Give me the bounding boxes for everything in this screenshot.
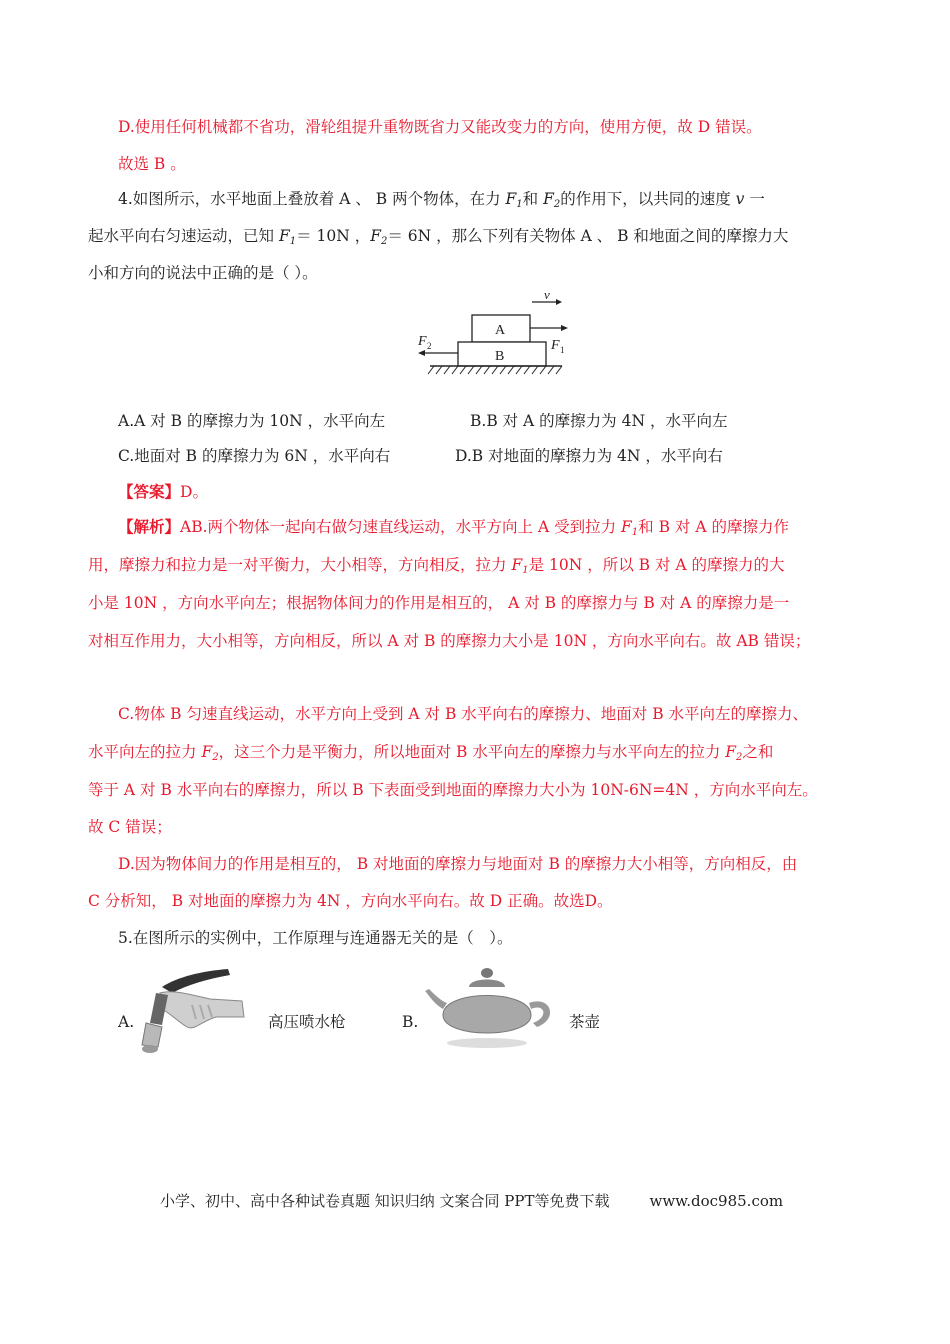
explanation-line-10: C 分析知， B 对地面的摩擦力为 4N ，方向水平向右。故 D 正确。故选D。: [88, 892, 613, 910]
ground-hatching: [428, 366, 562, 374]
conclusion-line: 故选 B 。: [118, 155, 186, 173]
explanation-line: D.使用任何机械都不省功，滑轮组提升重物既省力又能改变力的方向，使用方便，故 D 错误。: [118, 118, 762, 136]
option-c: C.地面对 B 的摩擦力为 6N ，水平向右: [118, 447, 391, 465]
question-4-line-1: 4.如图所示，水平地面上叠放着 A 、 B 两个物体，在力 $F_1$和 $F_2$的作用下，以共同的速度 v 一: [118, 190, 765, 210]
explanation-line-5: C.物体 B 匀速直线运动，水平方向上受到 A 对 B 水平向右的摩擦力、地面对 B 水平向左的摩擦力、: [118, 705, 809, 723]
option-b-letter: B.: [402, 1013, 419, 1031]
footer-url[interactable]: www.doc985.com: [649, 1192, 784, 1210]
option-a-letter: A.: [118, 1013, 135, 1031]
svg-text:v: v: [544, 287, 550, 302]
question-4-line-3: 小和方向的说法中正确的是（ ）。: [88, 264, 318, 282]
force-f2-arrow: [417, 334, 458, 356]
page-footer: [160, 1190, 783, 1211]
question-5-stem: 5.在图所示的实例中，工作原理与连通器无关的是（ ）。: [118, 929, 513, 947]
explanation-line-8: 故 C 错误；: [88, 818, 172, 836]
explanation-line-7: 等于 A 对 B 水平向右的摩擦力，所以 B 下表面受到地面的摩擦力大小为 10N-6N=4N ，方向水平向左。: [88, 781, 818, 799]
water-gun-image: [132, 965, 252, 1060]
option-b-text: 茶壶: [569, 1013, 601, 1031]
explanation-line-2: 用，摩擦力和拉力是一对平衡力，大小相等，方向相反，拉力 $F_1$是 10N ，所以 B 对 A 的摩擦力的大: [88, 556, 785, 576]
explanation-line-4: 对相互作用力，大小相等，方向相反，所以 A 对 B 的摩擦力大小是 10N ，方向水平向右。故 AB 错误；: [88, 632, 811, 650]
explanation-line-1: 【解析】AB.两个物体一起向右做匀速直线运动，水平方向上 A 受到拉力 $F_1$和 B 对 A 的摩擦力作: [118, 517, 789, 538]
velocity-arrow: [532, 287, 562, 305]
option-d: D.B 对地面的摩擦力为 4N ，水平向右: [455, 447, 723, 465]
block-b-label: B: [495, 349, 505, 364]
svg-text:1: 1: [560, 345, 565, 355]
option-a: A.A 对 B 的摩擦力为 10N ，水平向左: [118, 412, 386, 430]
explanation-line-3: 小是 10N ，方向水平向左；根据物体间力的作用是相互的， A 对 B 的摩擦力与 B 对 A 的摩擦力是一: [88, 594, 790, 612]
option-b: B.B 对 A 的摩擦力为 4N ，水平向左: [470, 412, 728, 430]
explanation-line-9: D.因为物体间力的作用是相互的， B 对地面的摩擦力与地面对 B 的摩擦力大小相等，方向相反，由: [118, 855, 798, 873]
svg-text:F: F: [551, 338, 560, 353]
explanation-line-6: 水平向左的拉力 $F_2$，这三个力是平衡力，所以地面对 B 水平向左的摩擦力与水平向左的拉力 $F_2$之和: [88, 743, 774, 763]
question-4-line-2: 起水平向右匀速运动，已知 $F_1= 10N$ ，$F_2= 6N$ ，那么下列有关物体 A 、 B 和地面之间的摩擦力大: [88, 227, 789, 247]
svg-text:F: F: [418, 334, 427, 349]
block-a-label: A: [495, 323, 506, 338]
option-a-text: 高压喷水枪: [268, 1013, 346, 1031]
answer-line: 【答案】D。: [118, 482, 208, 501]
stacked-blocks-figure: [410, 285, 575, 380]
footer-text: 小学、初中、高中各种试卷真题 知识归纳 文案合同 PPT等免费下载: [160, 1192, 610, 1210]
svg-text:2: 2: [427, 341, 432, 351]
teapot-image: [425, 965, 560, 1060]
